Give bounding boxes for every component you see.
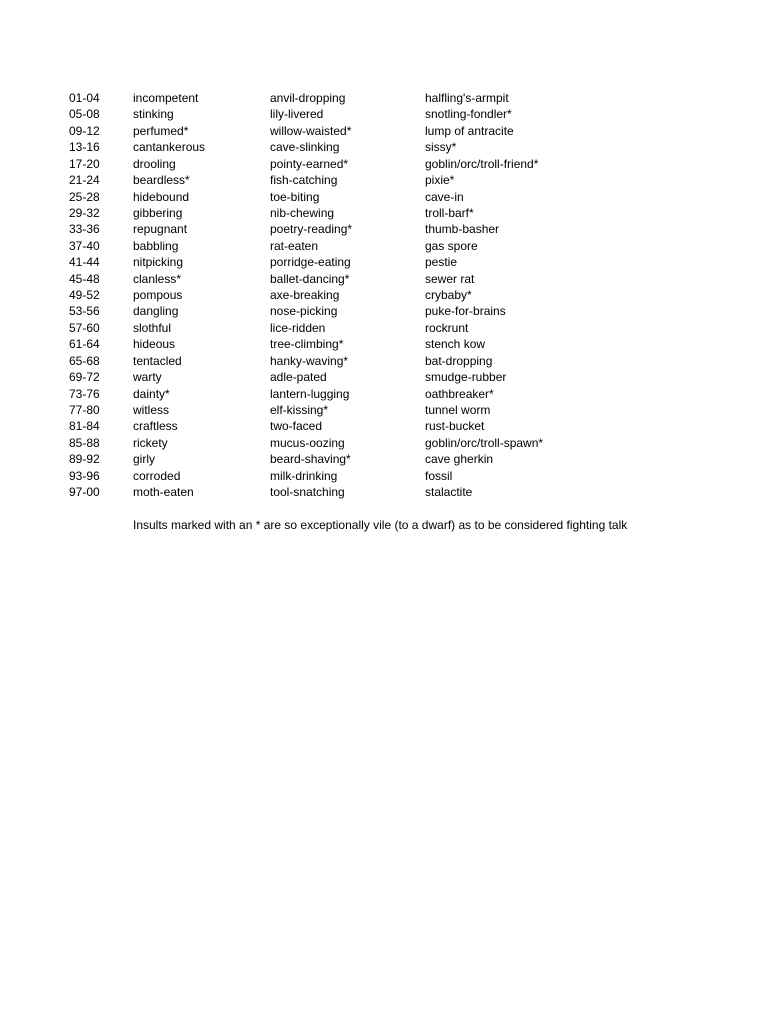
roll-cell: 09-12 (69, 123, 100, 138)
second-word-cell: hanky-waving* (270, 353, 349, 368)
first-word-cell: warty (133, 370, 162, 385)
second-word-cell: fish-catching (270, 173, 338, 188)
second-word-cell: elf-kissing* (270, 403, 329, 418)
roll-cell: 93-96 (69, 468, 100, 483)
third-word-cell: rust-bucket (425, 419, 485, 434)
third-word-cell: cave-in (425, 189, 464, 204)
first-word-cell: stinking (133, 107, 174, 122)
third-word-cell: rockrunt (425, 320, 469, 335)
third-word-cell: thumb-basher (425, 222, 500, 237)
second-word-cell: porridge-eating (270, 255, 351, 270)
first-word-cell: dangling (133, 304, 179, 319)
second-word-cell: two-faced (270, 419, 323, 434)
third-word-cell: tunnel worm (425, 403, 491, 418)
third-word-cell: oathbreaker* (425, 386, 494, 401)
first-word-cell: drooling (133, 156, 176, 171)
roll-cell: 21-24 (69, 173, 100, 188)
third-word-cell: puke-for-brains (425, 304, 506, 319)
first-word-cell: craftless (133, 419, 178, 434)
second-word-cell: lice-ridden (270, 320, 326, 335)
first-word-cell: incompetent (133, 91, 199, 105)
first-word-cell: moth-eaten (133, 485, 194, 500)
first-word-cell: hideous (133, 337, 176, 352)
second-word-cell: rat-eaten (270, 238, 319, 253)
third-word-cell: pestie (425, 255, 458, 270)
roll-cell: 05-08 (69, 107, 100, 122)
second-word-cell: willow-waisted* (270, 123, 352, 138)
third-word-cell: snotling-fondler* (425, 107, 512, 122)
third-word-cell: pixie* (425, 173, 455, 188)
third-word-cell: goblin/orc/troll-friend* (425, 156, 539, 171)
roll-cell: 53-56 (69, 304, 100, 319)
second-word-cell: axe-breaking (270, 288, 340, 303)
roll-cell: 45-48 (69, 271, 100, 286)
first-word-cell: perfumed* (133, 123, 189, 138)
third-word-cell: goblin/orc/troll-spawn* (425, 435, 544, 450)
first-word-cell: tentacled (133, 353, 182, 368)
second-word-cell: ballet-dancing* (270, 271, 350, 286)
third-word-cell: crybaby* (425, 288, 472, 303)
first-word-cell: dainty* (133, 386, 170, 401)
roll-cell: 57-60 (69, 320, 100, 335)
roll-cell: 13-16 (69, 140, 100, 155)
third-word-cell: stench kow (425, 337, 486, 352)
first-word-cell: beardless* (133, 173, 190, 188)
roll-cell: 61-64 (69, 337, 100, 352)
third-word-cell: sissy* (425, 140, 457, 155)
third-word-cell: lump of antracite (425, 123, 514, 138)
first-word-cell: cantankerous (133, 140, 206, 155)
roll-cell: 73-76 (69, 386, 100, 401)
roll-cell: 89-92 (69, 452, 100, 467)
roll-cell: 85-88 (69, 435, 100, 450)
roll-cell: 33-36 (69, 222, 100, 237)
second-word-cell: lantern-lugging (270, 386, 350, 401)
second-word-cell: tree-climbing* (270, 337, 344, 352)
second-word-cell: cave-slinking (270, 140, 340, 155)
first-word-cell: babbling (133, 238, 179, 253)
third-word-cell: gas spore (425, 238, 478, 253)
first-word-cell: gibbering (133, 205, 183, 220)
roll-cell: 77-80 (69, 403, 100, 418)
third-word-cell: stalactite (425, 485, 473, 500)
roll-cell: 97-00 (69, 485, 100, 500)
third-word-cell: bat-dropping (425, 353, 493, 368)
third-word-cell: troll-barf* (425, 205, 474, 220)
roll-cell: 25-28 (69, 189, 100, 204)
third-word-cell: fossil (425, 468, 453, 483)
roll-cell: 01-04 (69, 91, 100, 105)
first-word-cell: corroded (133, 468, 181, 483)
roll-cell: 17-20 (69, 156, 100, 171)
second-word-cell: nose-picking (270, 304, 338, 319)
first-word-cell: pompous (133, 288, 183, 303)
second-word-cell: anvil-dropping (270, 91, 346, 105)
second-word-cell: milk-drinking (270, 468, 338, 483)
first-word-cell: nitpicking (133, 255, 184, 270)
roll-cell: 29-32 (69, 205, 100, 220)
first-word-cell: clanless* (133, 271, 182, 286)
third-word-cell: sewer rat (425, 271, 475, 286)
second-word-cell: pointy-earned* (270, 156, 349, 171)
first-word-cell: slothful (133, 320, 172, 335)
first-word-cell: girly (133, 452, 156, 467)
second-word-cell: mucus-oozing (270, 435, 345, 450)
second-word-cell: beard-shaving* (270, 452, 351, 467)
third-word-cell: halfling's-armpit (425, 91, 509, 105)
footnote: Insults marked with an * are so exceptionally vile (to a dwarf) as to be considered fighting talk (133, 518, 628, 532)
first-word-cell: repugnant (133, 222, 188, 237)
second-word-cell: poetry-reading* (270, 222, 353, 237)
roll-cell: 49-52 (69, 288, 100, 303)
first-word-cell: hidebound (133, 189, 190, 204)
third-word-cell: cave gherkin (425, 452, 494, 467)
first-word-cell: witless (133, 403, 170, 418)
third-word-cell: smudge-rubber (425, 370, 507, 385)
second-word-cell: tool-snatching (270, 485, 345, 500)
roll-cell: 69-72 (69, 370, 100, 385)
second-word-cell: toe-biting (270, 189, 320, 204)
second-word-cell: adle-pated (270, 370, 327, 385)
roll-cell: 65-68 (69, 353, 100, 368)
roll-cell: 41-44 (69, 255, 100, 270)
roll-cell: 81-84 (69, 419, 100, 434)
second-word-cell: nib-chewing (270, 205, 335, 220)
roll-cell: 37-40 (69, 238, 100, 253)
first-word-cell: rickety (133, 435, 168, 450)
second-word-cell: lily-livered (270, 107, 324, 122)
